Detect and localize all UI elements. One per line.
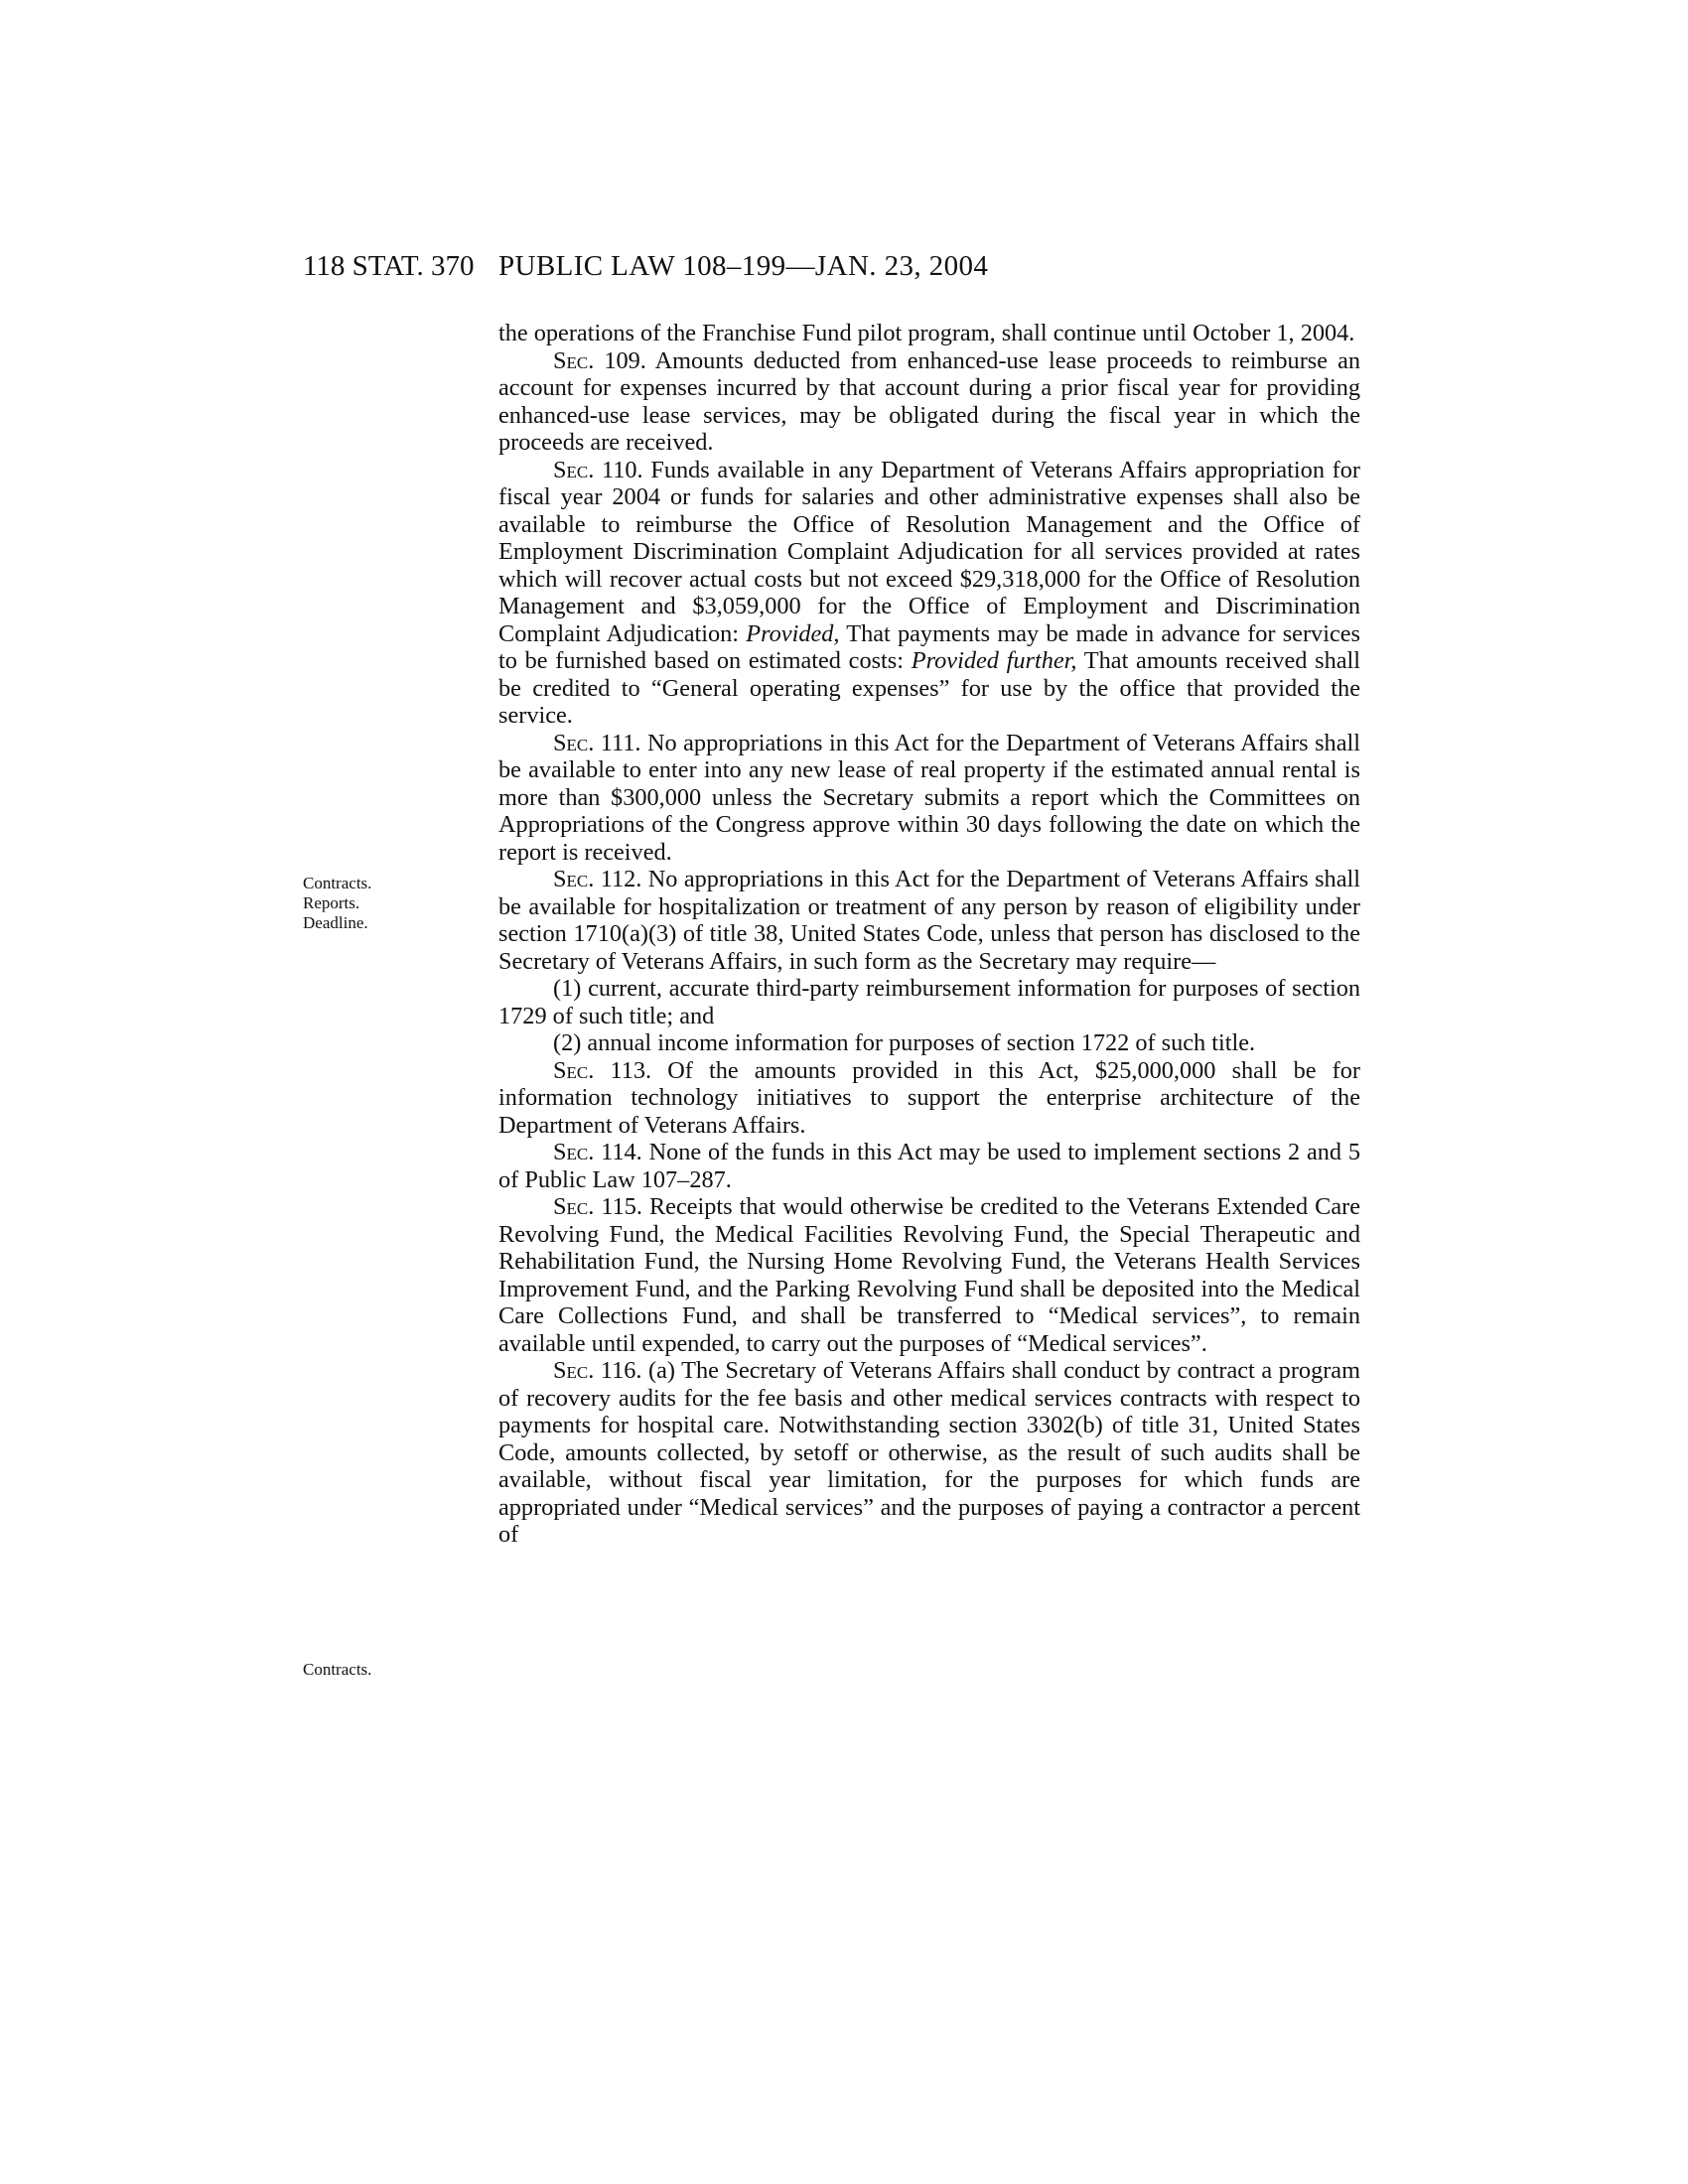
section-text: Receipts that would otherwise be credited to the Veterans Extended Care Revolving Fund, the Medical Facilities Revolving Fund, the Special Therapeutic and Rehabilitation Fund, the Nursing Home Revolving Fund, the Veterans Health Services Improvement Fund, and the Parking Revolving Fund shall be deposited into the Medical Care Collections Fund, and shall be transferred to “Medical services”, to remain available until expended, to carry out the purposes of “Medical services”.: [498, 1193, 1360, 1357]
margin-note: Reports.: [303, 893, 360, 912]
section-110: [498, 457, 1360, 730]
margin-notes-sec-116: [303, 1660, 437, 1680]
section-label: Sec. 110.: [553, 456, 643, 483]
margin-note: Contracts.: [303, 874, 372, 892]
section-label: Sec. 115.: [553, 1193, 642, 1220]
section-113: [498, 1057, 1360, 1140]
section-text: Funds available in any Department of Veterans Affairs appropriation for fiscal year 2004 or funds for salaries and other administrative expenses shall also be available to reimburse the Office of Resolution Management and the Office of Employment Discrimination Complaint Adjudication for all services provided at rates which will recover actual costs but not exceed $29,318,000 for the Office of Resolution Management and $3,059,000 for the Office of Employment and Discrimination Complaint Adjudication:: [498, 456, 1360, 647]
section-label: Sec. 116.: [553, 1357, 642, 1384]
section-label: Sec. 112.: [553, 866, 642, 892]
statute-page-reference: 118 STAT. 370: [303, 250, 475, 282]
continued-paragraph: the operations of the Franchise Fund pilot program, shall continue until October 1, 2004.: [498, 320, 1355, 346]
section-label: Sec. 114.: [553, 1139, 642, 1165]
section-text: That amounts received shall be credited to “General operating expenses” for use by the office that provided the service.: [498, 647, 1361, 729]
section-text: Of the amounts provided in this Act, $25,000,000 shall be for information technology initiatives to support the enterprise architecture of the Department of Veterans Affairs.: [498, 1056, 1360, 1139]
section-text: None of the funds in this Act may be used to implement sections 2 and 5 of Public Law 107–287.: [498, 1139, 1360, 1193]
margin-notes-sec-111: [303, 874, 437, 933]
proviso-provided: Provided,: [746, 619, 840, 647]
public-law-title: PUBLIC LAW 108–199—JAN. 23, 2004: [498, 250, 989, 282]
margin-note: Deadline.: [303, 913, 368, 932]
section-label: Sec. 113.: [553, 1056, 652, 1084]
section-116: [498, 1357, 1360, 1549]
section-text: That payments may be made in advance for services to be furnished based on estimated costs:: [498, 619, 1360, 674]
section-112-item-1: (1) current, accurate third-party reimbursement information for purposes of section 1729 of such title; and: [498, 975, 1360, 1029]
section-text: No appropriations in this Act for the Department of Veterans Affairs shall be available to enter into any new lease of real property if the estimated annual rental is more than $300,000 unless the Secretary submits a report which the Committees on Appropriations of the Congress approve within 30 days following the date on which the report is received.: [498, 729, 1360, 866]
statute-body: [498, 320, 1360, 1549]
section-text: Amounts deducted from enhanced-use lease proceeds to reimburse an account for expenses incurred by that account during a prior fiscal year for providing enhanced-use lease services, may be obligated during the fiscal year in which the proceeds are received.: [498, 346, 1360, 456]
page-header: [303, 250, 1360, 290]
proviso-provided-further: Provided further,: [911, 647, 1077, 674]
section-109: [498, 347, 1360, 457]
section-112: [498, 866, 1360, 975]
section-111: [498, 730, 1360, 867]
margin-note: Contracts.: [303, 1660, 372, 1679]
section-112-item-2: (2) annual income information for purposes of section 1722 of such title.: [553, 1029, 1256, 1056]
section-text: (a) The Secretary of Veterans Affairs shall conduct by contract a program of recovery audits for the fee basis and other medical services contracts with respect to payments for hospital care. Notwithstanding section 3302(b) of title 31, United States Code, amounts collected, by setoff or otherwise, as the result of such audits shall be available, without fiscal year limitation, for the purposes for which funds are appropriated under “Medical services” and the purposes of paying a contractor a percent of: [498, 1357, 1360, 1548]
section-label: Sec. 109.: [553, 346, 646, 374]
section-115: [498, 1193, 1360, 1357]
section-114: [498, 1139, 1360, 1193]
section-text: No appropriations in this Act for the Department of Veterans Affairs shall be available for hospitalization or treatment of any person by reason of eligibility under section 1710(a)(3) of title 38, United States Code, unless that person has disclosed to the Secretary of Veterans Affairs, in such form as the Secretary may require—: [498, 866, 1360, 975]
section-label: Sec. 111.: [553, 729, 641, 756]
